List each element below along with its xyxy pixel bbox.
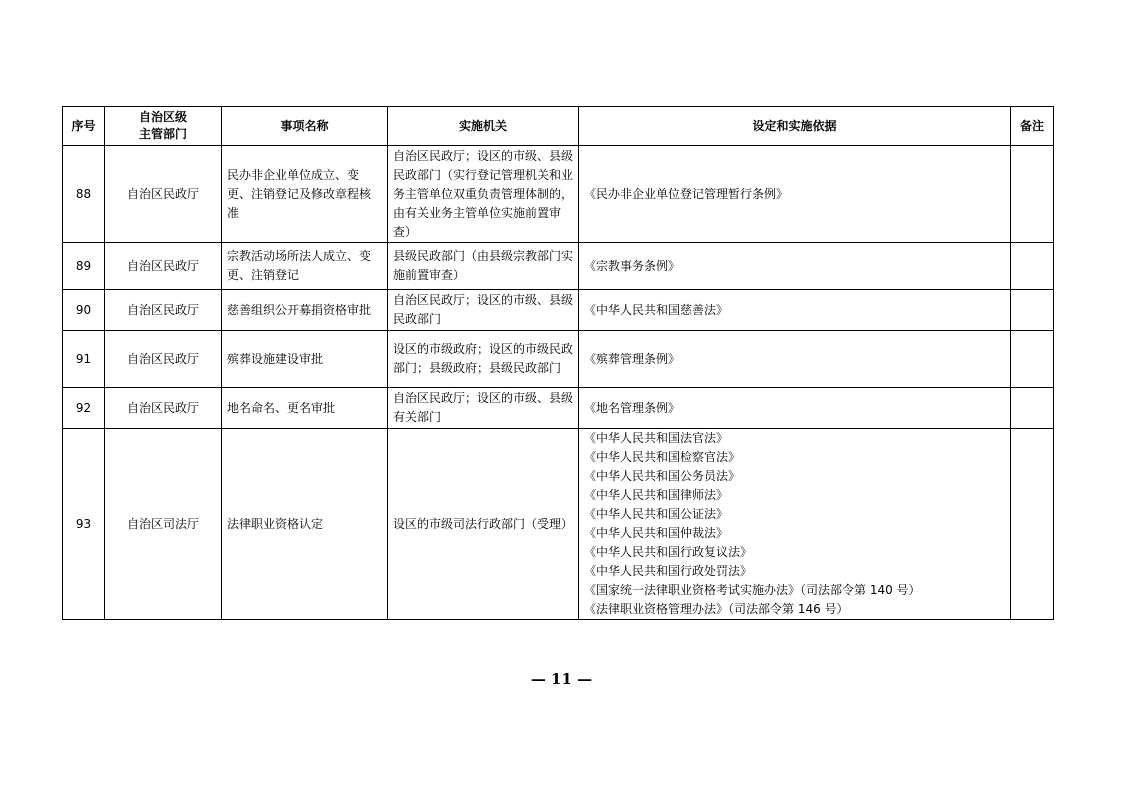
table-row (63, 331, 1054, 388)
row-legal-basis (579, 388, 1011, 429)
legal-basis-item: 《地名管理条例》 (584, 400, 681, 415)
row-legal-basis (579, 243, 1011, 290)
row-department: 自治区民政厅 (105, 146, 222, 243)
row-legal-basis (579, 146, 1011, 243)
row-serial-number: 92 (63, 388, 105, 429)
header-implementing-agency: 实施机关 (388, 107, 579, 146)
row-serial-number: 91 (63, 331, 105, 388)
legal-basis-item: 《中华人民共和国公务员法》 (584, 469, 741, 483)
legal-basis-item: 《国家统一法律职业资格考试实施办法》（司法部令第 140 号） (584, 583, 921, 597)
row-item-name: 宗教活动场所法人成立、变更、注销登记 (222, 243, 388, 290)
row-item-name: 地名命名、更名审批 (222, 388, 388, 429)
legal-basis-item: 《宗教事务条例》 (584, 258, 681, 273)
table-header-row (63, 107, 1054, 146)
legal-basis-item: 《中华人民共和国公证法》 (584, 507, 729, 521)
row-implementing-agency: 设区的市级司法行政部门（受理） (388, 429, 579, 620)
header-department (105, 107, 222, 146)
row-remarks (1011, 146, 1054, 243)
row-implementing-agency: 县级民政部门（由县级宗教部门实施前置审查） (388, 243, 579, 290)
row-implementing-agency: 设区的市级政府；设区的市级民政部门；县级政府；县级民政部门 (388, 331, 579, 388)
row-implementing-agency: 自治区民政厅；设区的市级、县级民政部门（实行登记管理机关和业务主管单位双重负责管理体制的，由有关业务主管单位实施前置审查） (388, 146, 579, 243)
row-remarks (1011, 290, 1054, 331)
row-department: 自治区民政厅 (105, 331, 222, 388)
legal-basis-item: 《中华人民共和国行政处罚法》 (584, 564, 753, 578)
table-row (63, 290, 1054, 331)
legal-basis-item: 《法律职业资格管理办法》（司法部令第 146 号） (584, 602, 849, 616)
table-row (63, 388, 1054, 429)
table-row (63, 429, 1054, 620)
row-department: 自治区司法厅 (105, 429, 222, 620)
row-item-name: 民办非企业单位成立、变更、注销登记及修改章程核准 (222, 146, 388, 243)
row-remarks (1011, 243, 1054, 290)
row-remarks (1011, 331, 1054, 388)
legal-basis-item: 《殡葬管理条例》 (584, 351, 681, 366)
row-item-name: 殡葬设施建设审批 (222, 331, 388, 388)
row-implementing-agency: 自治区民政厅；设区的市级、县级民政部门 (388, 290, 579, 331)
row-department: 自治区民政厅 (105, 290, 222, 331)
administrative-approval-table (62, 106, 1054, 620)
legal-basis-item: 《中华人民共和国仲裁法》 (584, 526, 729, 540)
page-number: — 11 — (530, 670, 593, 688)
row-item-name: 慈善组织公开募捐资格审批 (222, 290, 388, 331)
row-item-name: 法律职业资格认定 (222, 429, 388, 620)
row-department: 自治区民政厅 (105, 243, 222, 290)
header-department-line1: 自治区级 (138, 110, 187, 124)
legal-basis-item: 《中华人民共和国法官法》 (584, 431, 729, 445)
row-implementing-agency: 自治区民政厅；设区的市级、县级有关部门 (388, 388, 579, 429)
row-legal-basis (579, 429, 1011, 620)
header-item-name: 事项名称 (222, 107, 388, 146)
header-legal-basis: 设定和实施依据 (579, 107, 1011, 146)
row-serial-number: 89 (63, 243, 105, 290)
row-legal-basis (579, 331, 1011, 388)
row-serial-number: 88 (63, 146, 105, 243)
header-department-line2: 主管部门 (138, 127, 187, 141)
row-serial-number: 90 (63, 290, 105, 331)
row-remarks (1011, 429, 1054, 620)
legal-basis-item: 《民办非企业单位登记管理暂行条例》 (584, 186, 789, 201)
table-row (63, 146, 1054, 243)
row-department: 自治区民政厅 (105, 388, 222, 429)
header-remarks: 备注 (1011, 107, 1054, 146)
legal-basis-item: 《中华人民共和国行政复议法》 (584, 545, 753, 559)
row-serial-number: 93 (63, 429, 105, 620)
legal-basis-item: 《中华人民共和国慈善法》 (584, 302, 729, 317)
legal-basis-item: 《中华人民共和国律师法》 (584, 488, 729, 502)
table-row (63, 243, 1054, 290)
legal-basis-item: 《中华人民共和国检察官法》 (584, 450, 741, 464)
header-serial-number: 序号 (63, 107, 105, 146)
row-remarks (1011, 388, 1054, 429)
row-legal-basis (579, 290, 1011, 331)
